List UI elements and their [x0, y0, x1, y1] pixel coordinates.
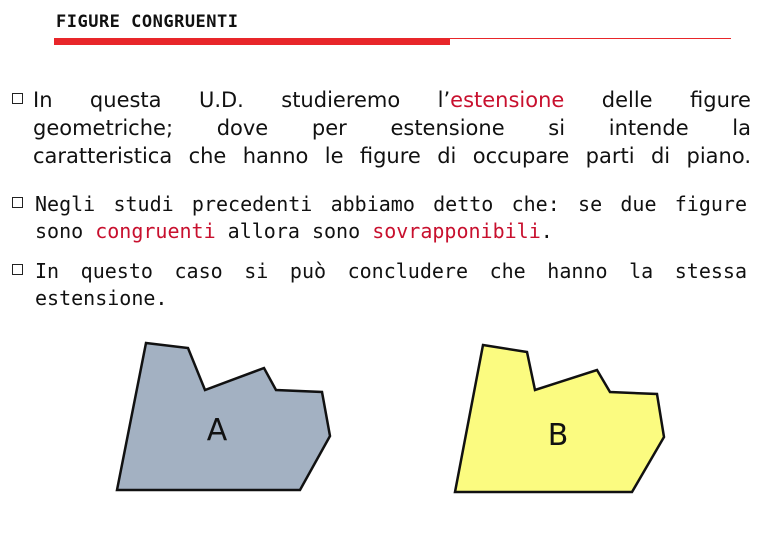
- text-run: In questa U.D. studieremo l’: [33, 88, 451, 112]
- highlight-congruenti: congruenti: [95, 219, 216, 243]
- paragraph-line: caratteristica che hanno le figure di occupare parti di piano.: [33, 144, 751, 168]
- paragraph-line: Negli studi precedenti abbiamo detto che: se due figure: [35, 192, 747, 216]
- text-run: delle figure: [564, 88, 751, 112]
- paragraph-line: In questo caso si può concludere che hanno la stessa: [35, 259, 747, 283]
- highlight-sovrapponibili: sovrapponibili: [372, 219, 541, 243]
- text-run: .: [540, 219, 553, 243]
- figure-a-label: A: [206, 413, 228, 448]
- text-run: allora sono: [215, 219, 373, 243]
- paragraph-line: geometriche; dove per estensione si intende la: [33, 116, 751, 140]
- highlight-estensione: estensione: [450, 88, 565, 112]
- text-run: sono: [35, 219, 96, 243]
- figure-b-label: B: [547, 418, 569, 453]
- slide-title: FIGURE CONGRUENTI: [56, 12, 239, 32]
- paragraph-line: estensione.: [35, 286, 168, 310]
